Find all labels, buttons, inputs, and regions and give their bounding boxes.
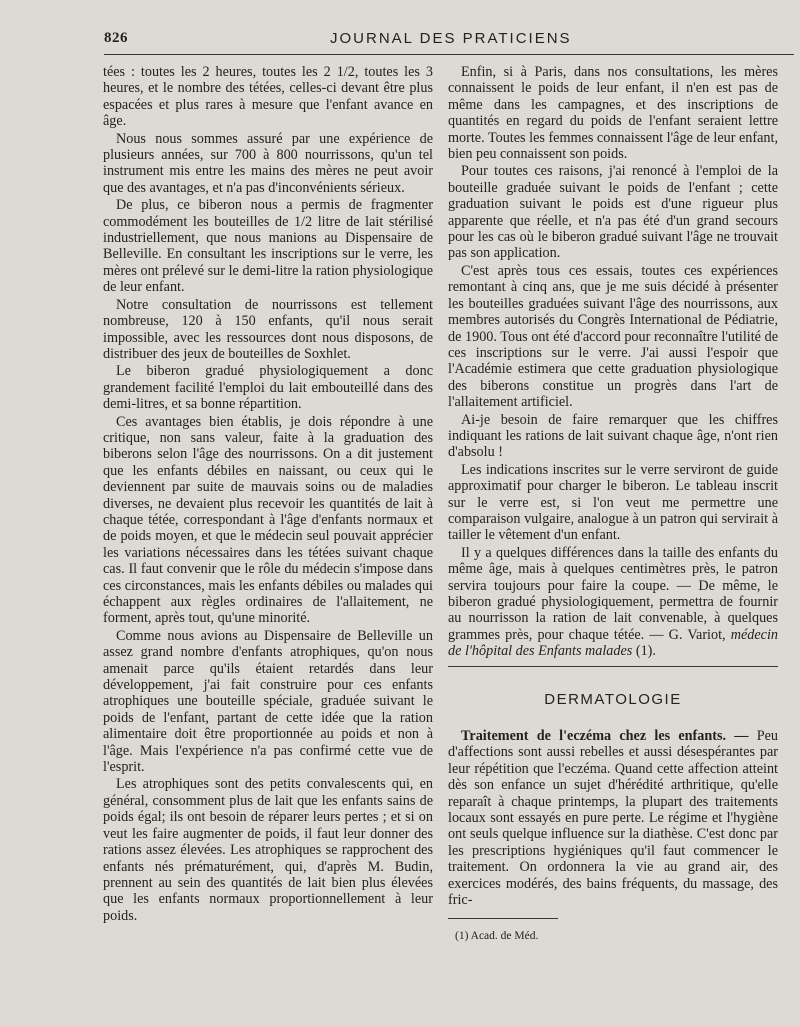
page-number: 826: [104, 30, 128, 46]
right-column: [448, 64, 778, 909]
closing-paragraph: [448, 545, 778, 660]
paragraph: Les indications inscrites sur le verre serviront de guide approximatif pour charger le biberon. Le tableau inscrit sur le verre est, si l'on veut me permettre une comparaison vulgaire, analogue à un patron qui servirait à tailler le vêtement d'un enfant.: [448, 461, 778, 544]
article-paragraph: [448, 728, 778, 908]
paragraph: De plus, ce biberon nous a permis de fragmenter commodément les bouteilles de 1/2 litre de lait stérilisé industriellement, que nous manions au Dispensaire de Belleville. En consultant les inscriptions sur le verre, les mères ont prélevé sur le demi-litre la ration physiologique de leur enfant.: [103, 197, 433, 296]
section-rule: [448, 666, 778, 667]
paragraph: Pour toutes ces raisons, j'ai renoncé à l'emploi de la bouteille graduée suivant le poids de l'enfant ; cette graduation suivant le poids est d'une rigueur plus apparente que réelle, et n'a pas été d'un grand secours pour les cas où le biberon gradué suivant l'âge ne trouvait pas son application.: [448, 163, 778, 262]
paragraph: tées : toutes les 2 heures, toutes les 2 1/2, toutes les 3 heures, et le nombre des tétées, celles-ci devant être plus espacées et plus rares à mesure que l'enfant avance en âge.: [103, 64, 433, 130]
paragraph: Le biberon gradué physiologiquement a donc grandement facilité l'emploi du lait embouteillé dans des demi-litres, et sa bonne répartition.: [103, 363, 433, 413]
journal-title: JOURNAL DES PRATICIENS: [330, 30, 572, 47]
paragraph: Les atrophiques sont des petits convalescents qui, en général, consomment plus de lait que les enfants sains de poids égal; ils ont besoin de réparer leurs pertes ; et si on veut les faire augmenter de poids, il faut leur donner des rations assez élevées. Les atrophiques se rapprochent des enfants nés prématurément, qui, d'après M. Budin, prennent au sein des quantités de lait bien plus élevées que les enfants normaux proportionnellement à leur poids.: [103, 776, 433, 924]
paragraph: C'est après tous ces essais, toutes ces expériences remontant à cinq ans, que je me suis décidé à présenter les bouteilles graduées suivant l'âge des nourrissons, aux membres autorisés du Congrès International de Pédiatrie, de 1900. Tous ont été d'accord pour reconnaître l'utilité de ces inscriptions sur le verre. J'ai aussi l'espoir que l'Académie estimera que cette graduation physiologique des biberons constitue un progrès dans l'art de l'allaitement artificiel.: [448, 262, 778, 411]
footnote-rule: [448, 918, 558, 919]
left-column: [103, 64, 433, 924]
author-affiliation: médecin de l'hôpital des Enfants malades: [448, 626, 778, 660]
footnote: (1) Acad. de Méd.: [455, 930, 539, 942]
section-heading: DERMATOLOGIE: [544, 690, 682, 708]
paragraph: Ces avantages bien établis, je dois répondre à une critique, non sans valeur, faite à la graduation des biberons selon l'âge des nourrissons. On a dit justement que les enfants débiles en naissant, ou ceux qui le deviennent par suite de mauvais soins ou de maladies diverses, ne devaient plus recevoir les quantités de lait à chaque tétée, correspondant à l'âge d'enfants normaux et de poids moyen, et que le médecin seul pouvait apprécier les variations nécessaires dans les tétées suivant chaque cas. Il faut convenir que le rôle du médecin s'impose dans ces circonstances, mais les enfants débiles ou malades qui échappent aux règles ordinaires de l'allaitement, ne forment, après tout, qu'une minorité.: [103, 413, 433, 627]
paragraph: Enfin, si à Paris, dans nos consultations, les mères connaissent le poids de leur enfant, il n'en est pas de même dans les campagnes, et des inscriptions de quantités en regard du poids de l'enfant seraient lettre morte. Toutes les femmes connaissent l'âge de leur enfant, bien peu connaissent son poids.: [448, 64, 778, 163]
article-body: Peu d'affections sont aussi rebelles et aussi désespérantes par leur répétition que l'eczéma. Quand cette affection atteint dès son enfance un sujet d'hérédité arthritique, qu'elle reparaît à chaque printemps, la plupart des traitements locaux sont essayés en pure perte. Le régime et l'hygiène ont seuls quelque influence sur la diathèse. C'est donc par les prescriptions hygiéniques qu'il faut commencer le traitement. On ordonnera la vie au grand air, des exercices modérés, des bains fréquents, du massage, des fric-: [448, 728, 778, 909]
closing-text: Il y a quelques différences dans la taille des enfants du même âge, mais à quelques centimètres près, le patron servira toujours pour faire la coupe. — De même, le biberon gradué physiologiquement, permettra de fournir au nourrisson la ration de lait convenable, à quelques grammes près, pour chaque tétée. — G. Variot,: [448, 544, 778, 643]
article-title: Traitement de l'eczéma chez les enfants. —: [461, 728, 749, 745]
paragraph: Notre consultation de nourrissons est tellement nombreuse, 120 à 150 enfants, qu'il nous serait impossible, avec les ressources dont nous disposons, de distribuer des jeux de bouteilles de Soxhlet.: [103, 296, 433, 362]
paragraph: Ai-je besoin de faire remarquer que les chiffres indiquant les rations de lait suivant chaque âge, n'ont rien d'absolu !: [448, 411, 778, 461]
footnote-reference: (1).: [635, 643, 656, 660]
page-header: [70, 30, 790, 54]
paragraph: Comme nous avions au Dispensaire de Belleville un assez grand nombre d'enfants atrophiques, qu'on nous amenait parce qu'ils étaient retardés dans leur développement, j'ai fait construire pour ces enfants atrophiques une bouteille spéciale, graduée suivant le poids de l'enfant, partant de cette idée que la ration alimentaire doit être proportionnée au poids et non à l'âge. Mais l'expérience n'a pas confirmé cette vue de l'esprit.: [103, 627, 433, 776]
paragraph: Nous nous sommes assuré par une expérience de plusieurs années, sur 700 à 800 nourrissons, qu'un tel instrument mis entre les mains des mères ne peut avoir que des avantages, et n'a pas d'inconvénients sérieux.: [103, 130, 433, 196]
header-rule: [104, 54, 794, 55]
